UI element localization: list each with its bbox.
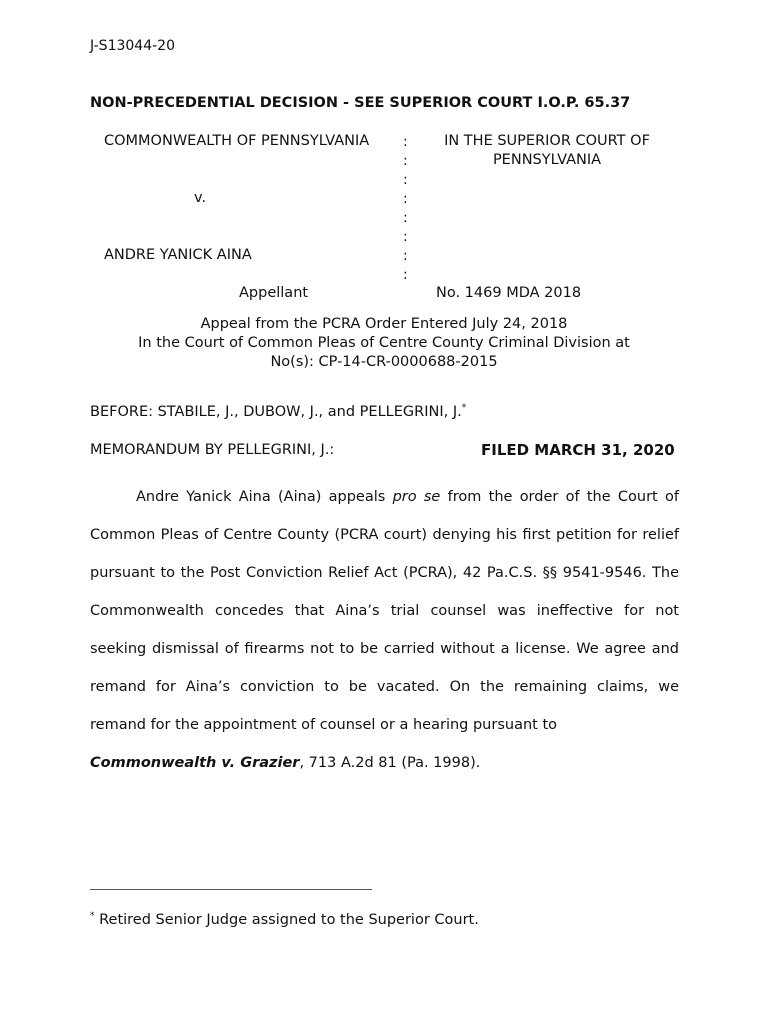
filed-date: FILED MARCH 31, 2020	[481, 441, 675, 459]
court-name-line2: PENNSYLVANIA	[492, 152, 602, 168]
pro-se-term: pro se	[392, 489, 441, 505]
caption-colon: :	[403, 153, 408, 169]
footnote	[90, 912, 479, 928]
appeal-line2: In the Court of Common Pleas of Centre County Criminal Division at	[138, 335, 630, 351]
paragraph-citation-line	[90, 744, 679, 782]
panel-judges	[90, 403, 466, 421]
caption-colon: :	[403, 248, 408, 264]
case-number: No. 1469 MDA 2018	[436, 285, 582, 301]
caption-colon: :	[403, 210, 408, 226]
citation-reporter: , 713 A.2d 81 (Pa. 1998).	[299, 755, 481, 771]
court-name	[420, 132, 674, 170]
footnote-divider	[90, 889, 372, 890]
case-citation: Commonwealth v. Grazier	[90, 755, 300, 771]
caption-plaintiff: COMMONWEALTH OF PENNSYLVANIA	[104, 133, 370, 149]
panel-judges-text: BEFORE: STABILE, J., DUBOW, J., and PELLEGRINI, J.	[90, 404, 462, 420]
caption-colon: :	[403, 229, 408, 245]
opinion-paragraph	[90, 478, 679, 782]
court-name-line1: IN THE SUPERIOR COURT OF	[444, 133, 650, 149]
paragraph-body	[90, 478, 679, 744]
paragraph-start: Andre Yanick Aina (Aina) appeals	[136, 489, 393, 505]
docket-number: J-S13044-20	[90, 38, 175, 54]
paragraph-middle: from the order of the Court of Common Pleas of Centre County (PCRA court) denying his first petition for relief pursuant to the Post Conviction Relief Act (PCRA), 42 Pa.C.S. §§ 9541-9546. The Commonwealth concedes that Aina’s trial counsel was ineffective for not seeking dismissal of firearms not to be carried without a license. We agree and remand for Aina’s conviction to be vacated. On the remaining claims, we remand for the appointment of counsel or a hearing pursuant to	[90, 489, 679, 733]
caption-versus: v.	[194, 190, 207, 206]
caption-colon: :	[403, 267, 408, 283]
appeal-line1: Appeal from the PCRA Order Entered July 24, 2018	[200, 316, 568, 332]
caption-colon: :	[403, 134, 408, 150]
footnote-text: Retired Senior Judge assigned to the Superior Court.	[94, 912, 479, 928]
appeal-info	[90, 315, 678, 372]
appeal-line3: No(s): CP-14-CR-0000688-2015	[270, 354, 498, 370]
caption-divider	[403, 133, 415, 285]
nonprecedential-notice: NON-PRECEDENTIAL DECISION - SEE SUPERIOR COURT I.O.P. 65.37	[90, 95, 631, 111]
caption-defendant: ANDRE YANICK AINA	[104, 247, 252, 263]
caption-role: Appellant	[239, 285, 309, 301]
caption-colon: :	[403, 172, 408, 188]
footnote-marker: *	[90, 911, 95, 922]
footnote-marker: *	[461, 403, 467, 414]
caption-colon: :	[403, 191, 408, 207]
memorandum-author: MEMORANDUM BY PELLEGRINI, J.:	[90, 442, 335, 458]
